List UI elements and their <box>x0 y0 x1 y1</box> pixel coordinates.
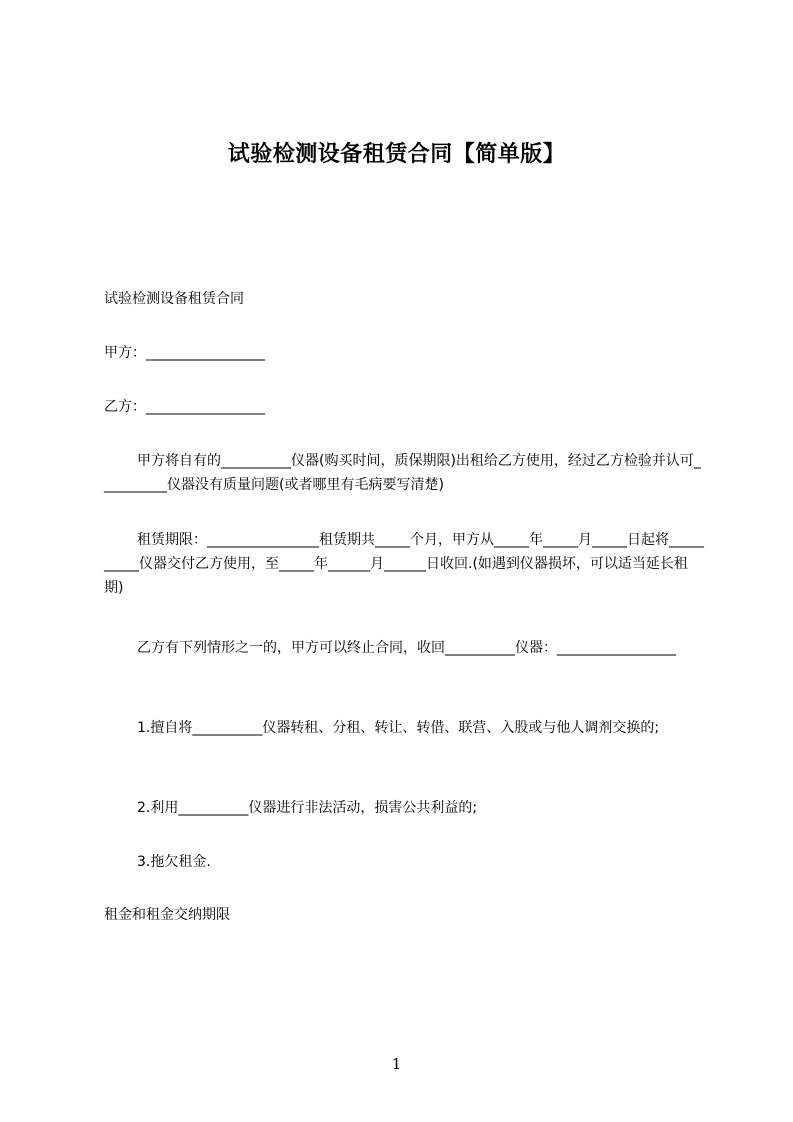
document-title: 试验检测设备租赁合同【简单版】 <box>227 142 566 167</box>
termination-item-2: 2.利用__________仪器进行非法活动，损害公共利益的; <box>137 800 478 816</box>
termination-item-1: 1.擅自将__________仪器转租、分租、转让、转借、联营、入股或与他人调剂交换的; <box>137 720 660 736</box>
page-number: 1 <box>391 1055 402 1073</box>
party-a-line: 甲方：_________________ <box>104 345 265 361</box>
rent-section-heading: 租金和租金交纳期限 <box>104 907 230 923</box>
party-b-line: 乙方：_________________ <box>104 399 265 415</box>
lease-term-clause: 租赁期限：________________租赁期共_____个月，甲方从_____年_____月_____日起将__________仪器交付乙方使用，至_____年______月______日收回.(如遇到仪器损坏，可以适当延长租期) <box>104 532 704 596</box>
termination-clause: 乙方有下列情形之一的，甲方可以终止合同，收回__________仪器：_________________ <box>137 640 676 656</box>
termination-item-3: 3.拖欠租金. <box>137 854 211 870</box>
contract-subtitle: 试验检测设备租赁合同 <box>104 291 244 307</box>
lease-clause: 甲方将自有的__________仪器(购买时间，质保期限)出租给乙方使用，经过乙方检验并认可__________仪器没有质量问题(或者哪里有毛病要写清楚) <box>104 453 701 493</box>
